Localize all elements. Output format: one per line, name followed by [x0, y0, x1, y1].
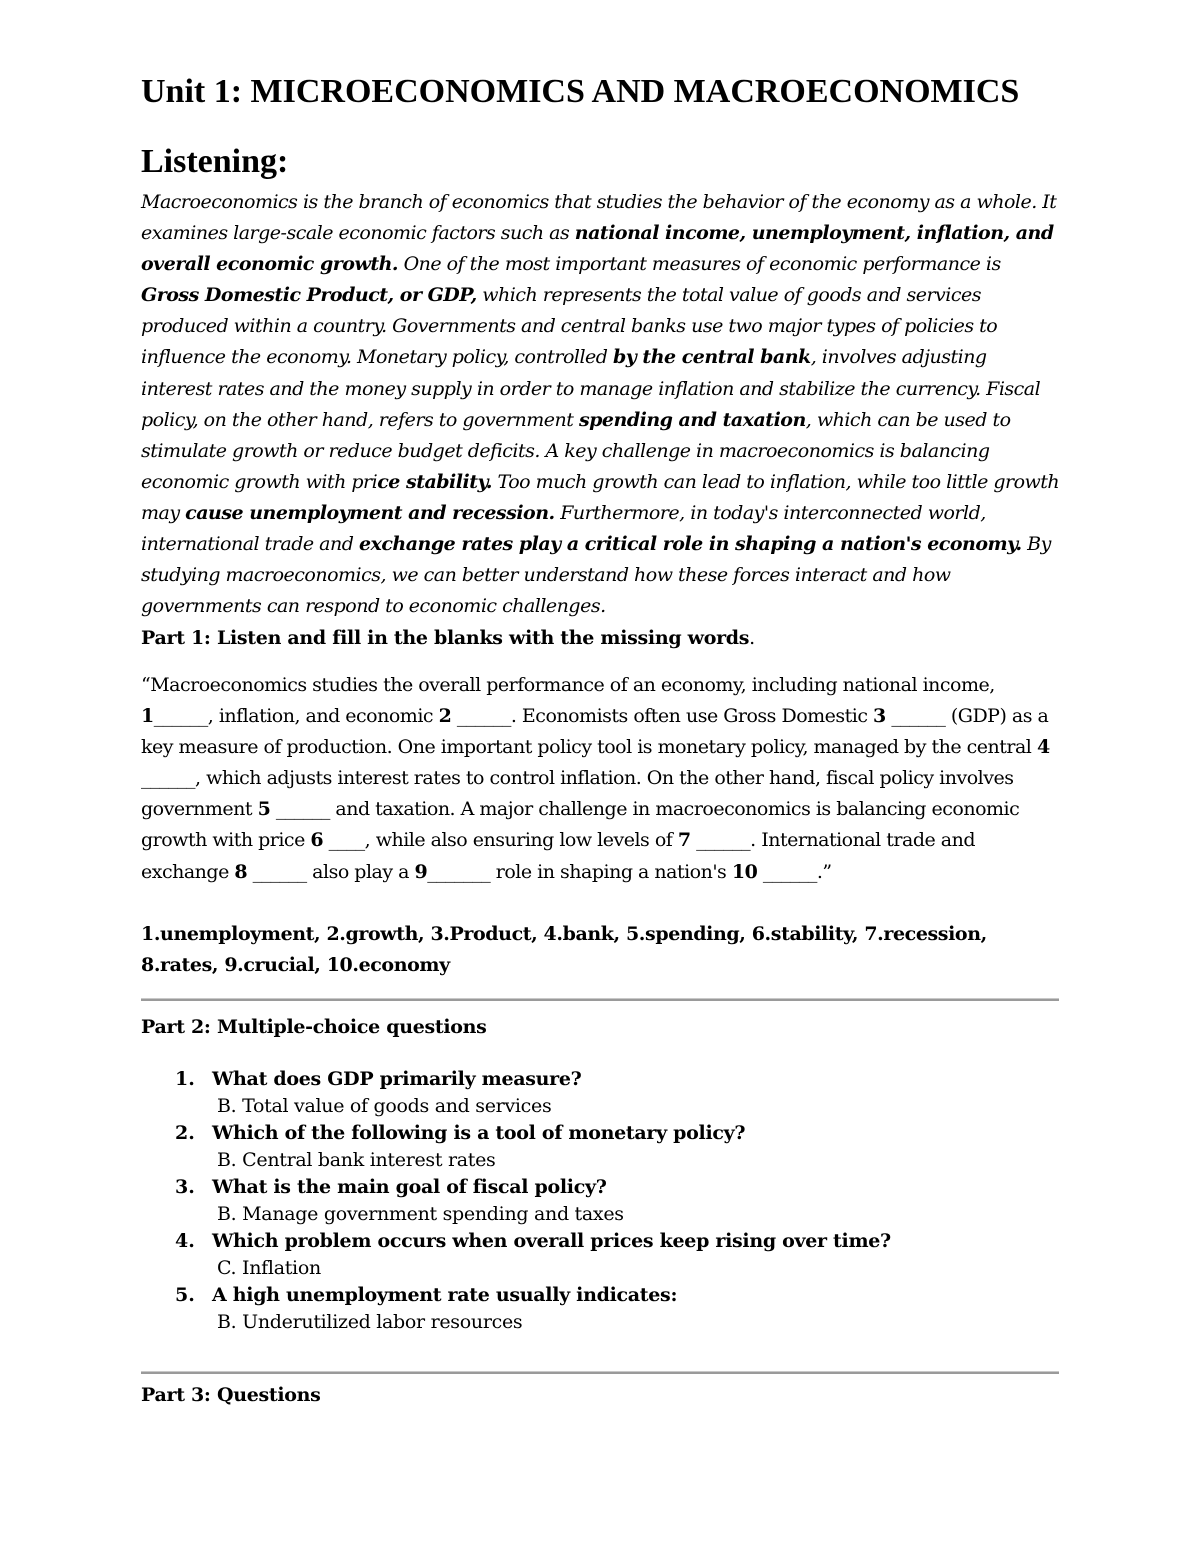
text-run: ______ and taxation. A major challenge in macroeconomics is balancing economic growth with price [141, 798, 1020, 852]
question-text: Which of the following is a tool of monetary policy? [212, 1122, 746, 1144]
emphasized-text: national income, unemployment, inflation, and overall economic growth. [141, 222, 1054, 276]
section-divider [141, 998, 1059, 1001]
text-run: By studying macroeconomics, we can better understand how these forces interact and how governments can respond to economic challenges. [141, 533, 1051, 618]
fill-in-blanks-text [141, 670, 1061, 888]
question-item [141, 1066, 1061, 1120]
question-answer: B. Total value of goods and services [217, 1095, 552, 1117]
question-answer: B. Manage government spending and taxes [217, 1203, 624, 1225]
question-answer: C. Inflation [217, 1257, 321, 1279]
emphasized-text: 9 [414, 860, 428, 883]
emphasized-text: 2 [438, 705, 452, 728]
question-item [141, 1174, 1061, 1228]
text-run: ______ also play a [247, 860, 415, 883]
part1-title [141, 623, 1061, 653]
text-run: ______. International trade and exchange [141, 829, 976, 883]
text-run: Furthermore, in today's interconnected world, international trade and [141, 501, 986, 556]
part1-title-text: Part 1: Listen and fill in the blanks with the missing words [141, 627, 750, 649]
text-run: which represents the total value of goods and services produced within a country. Governments and central banks use two major types of policies to influence the economy. Monetary policy, controlled [141, 284, 998, 369]
emphasized-text: exchange rates play a critical role in shaping a nation's economy. [358, 533, 1022, 556]
question-answer: B. Central bank interest rates [217, 1149, 496, 1171]
emphasized-text: 5 [257, 798, 271, 821]
question-number: 5. [175, 1284, 195, 1306]
text-run: ______, inflation, and economic [153, 705, 439, 728]
emphasized-text: 10 [731, 860, 758, 883]
text-run: One of the most important measures of economic performance is [398, 253, 1001, 276]
emphasized-text: 6 [310, 829, 324, 852]
emphasized-text: 7 [677, 829, 691, 852]
question-item [141, 1228, 1061, 1282]
text-run: Macroeconomics is the branch of economics that studies the behavior of the economy as a whole. It examines large-scale economic factors such as [141, 191, 1057, 245]
section-divider [141, 1371, 1059, 1374]
emphasized-text: 8 [234, 860, 248, 883]
question-text: What does GDP primarily measure? [212, 1068, 582, 1090]
text-run: Too much growth can lead to inflation, while too little growth may [141, 470, 1060, 524]
answer-key: 1.unemployment, 2.growth, 3.Product, 4.bank, 5.spending, 6.stability, 7.recession, 8.rates, 9.crucial, 10.economy [141, 923, 987, 977]
text-run: ______.” [757, 860, 832, 883]
question-number: 4. [175, 1230, 195, 1252]
text-run: ______ (GDP) as a key measure of production. One important policy tool is monetary policy, managed by the central [141, 705, 1049, 759]
question-text: What is the main goal of fiscal policy? [212, 1176, 607, 1198]
part1-title-period: . [749, 627, 755, 649]
question-text: Which problem occurs when overall prices keep rising over time? [212, 1230, 891, 1252]
text-run: ____, while also ensuring low levels of [323, 829, 678, 852]
question-answer: B. Underutilized labor resources [217, 1311, 523, 1333]
question-number: 2. [175, 1122, 195, 1144]
emphasized-text: 3 [873, 705, 886, 728]
unit-title: Unit 1: MICROECONOMICS AND MACROECONOMICS [141, 73, 1020, 110]
question-item [141, 1120, 1061, 1174]
text-run: ______. Economists often use Gross Domestic [451, 705, 874, 728]
part2-title: Part 2: Multiple-choice questions [141, 1016, 487, 1038]
question-item [141, 1282, 1061, 1336]
emphasized-text: cause unemployment and recession. [185, 501, 555, 524]
text-run: ______, which adjusts interest rates to control inflation. On the other hand, fiscal policy involves government [141, 767, 1014, 821]
emphasized-text: by the central bank [612, 346, 811, 369]
multiple-choice-list [141, 1066, 1061, 1336]
listening-passage [141, 187, 1061, 622]
text-run: “Macroeconomics studies the overall performance of an economy, including national income, [141, 674, 995, 696]
emphasized-text: Gross Domestic Product, or GDP, [141, 284, 477, 307]
question-number: 3. [175, 1176, 195, 1198]
part3-title: Part 3: Questions [141, 1384, 321, 1406]
listening-heading: Listening: [141, 143, 289, 180]
question-number: 1. [175, 1068, 195, 1090]
text-run: _______ role in shaping a nation's [427, 860, 732, 883]
emphasized-text: 1 [141, 705, 154, 728]
emphasized-text: ce stability. [377, 470, 492, 493]
text-run: , involves adjusting interest rates and the money supply in order to manage inflation and stabilize the currency. Fiscal policy, on the other hand, refers to government [141, 346, 1041, 431]
text-run: , which can be used to stimulate growth or reduce budget deficits. A key challenge in macroeconomics is balancing economic growth with pri [141, 408, 1011, 493]
emphasized-text: 4 [1036, 736, 1050, 759]
emphasized-text: spending and taxation [578, 408, 806, 431]
question-text: A high unemployment rate usually indicates: [212, 1284, 678, 1306]
